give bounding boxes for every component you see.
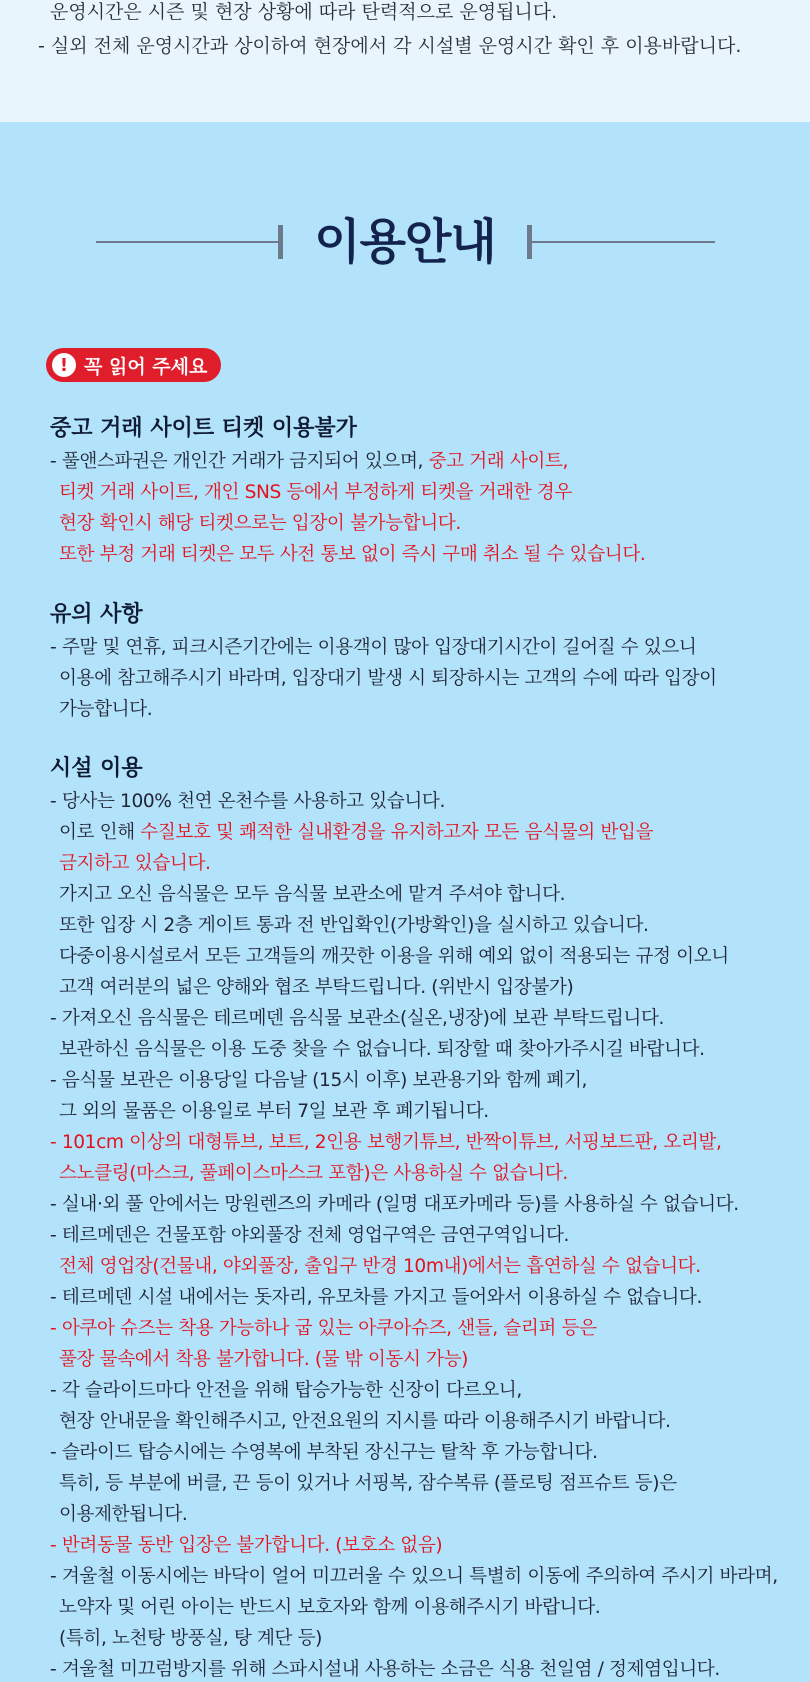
section-title-facility: 시설 이용 (50, 756, 143, 781)
facility-line-8: - 가져오신 음식물은 테르메덴 음식물 보관소(실온,냉장)에 보관 부탁드립니다. (50, 1008, 665, 1029)
facility-line-18: - 아쿠아 슈즈는 착용 가능하나 굽 있는 아쿠아슈즈, 샌들, 슬리퍼 등은 (50, 1318, 597, 1339)
facility-line-25: - 반려동물 동반 입장은 불가합니다. (보호소 없음) (50, 1535, 443, 1556)
facility-line-20: - 각 슬라이드마다 안전을 위해 탑승가능한 신장이 다르오니, (50, 1380, 522, 1401)
operating-hours-band (0, 0, 810, 122)
must-read-label: 꼭 읽어 주세요 (84, 355, 208, 378)
notice-line-1: - 주말 및 연휴, 피크시즌기간에는 이용객이 많아 입장대기시간이 길어질 수 있으니 (50, 637, 697, 658)
section-heading (0, 212, 810, 272)
facility-line-11: 그 외의 물품은 이용일로 부터 7일 보관 후 폐기됩니다. (59, 1101, 489, 1122)
resale-line-4: 또한 부정 거래 티켓은 모두 사전 통보 없이 즉시 구매 취소 될 수 있습니다. (59, 544, 646, 565)
heading-rule-right (531, 241, 715, 243)
resale-line-1-b: 중고 거래 사이트, (428, 451, 569, 472)
facility-line-3: 금지하고 있습니다. (59, 853, 211, 874)
facility-line-29: - 겨울철 미끄럼방지를 위해 스파시설내 사용하는 소금은 식용 천일염 / 정제염입니다. (50, 1659, 720, 1680)
facility-line-1: - 당사는 100% 천연 온천수를 사용하고 있습니다. (50, 791, 445, 812)
facility-line-12: - 101cm 이상의 대형튜브, 보트, 2인용 보행기튜브, 반짝이튜브, 서핑보드판, 오리발, (50, 1132, 722, 1153)
facility-line-2-a: 이로 인해 (59, 822, 141, 843)
facility-line-24: 이용제한됩니다. (59, 1504, 188, 1525)
resale-line-2: 티켓 거래 사이트, 개인 SNS 등에서 부정하게 티켓을 거래한 경우 (59, 482, 572, 503)
resale-line-1-a: - 풀앤스파권은 개인간 거래가 금지되어 있으며, (50, 451, 429, 472)
exclamation-icon: ! (52, 353, 76, 377)
resale-line-3: 현장 확인시 해당 티켓으로는 입장이 불가능합니다. (59, 513, 461, 534)
section-title-notice: 유의 사항 (50, 602, 143, 627)
operating-hours-note: 운영시간은 시즌 및 현장 상황에 따라 탄력적으로 운영됩니다. (50, 1, 558, 23)
section-title-resale: 중고 거래 사이트 티켓 이용불가 (50, 416, 357, 441)
facility-line-27: 노약자 및 어린 아이는 반드시 보호자와 함께 이용해주시기 바랍니다. (59, 1597, 601, 1618)
facility-line-5: 또한 입장 시 2층 게이트 통과 전 반입확인(가방확인)을 실시하고 있습니다. (59, 915, 649, 936)
facility-line-21: 현장 안내문을 확인해주시고, 안전요원의 지시를 따라 이용해주시기 바랍니다. (59, 1411, 671, 1432)
facility-line-28: (특히, 노천탕 방풍실, 탕 계단 등) (59, 1628, 323, 1649)
facility-line-17: - 테르메덴 시설 내에서는 돗자리, 유모차를 가지고 들어와서 이용하실 수 없습니다. (50, 1287, 702, 1308)
facility-line-10: - 음식물 보관은 이용당일 다음날 (15시 이후) 보관용기와 함께 폐기, (50, 1070, 588, 1091)
facility-line-22: - 슬라이드 탑승시에는 수영복에 부착된 장신구는 탈착 후 가능합니다. (50, 1442, 598, 1463)
facility-line-14: - 실내·외 풀 안에서는 망원렌즈의 카메라 (일명 대포카메라 등)를 사용하실 수 없습니다. (50, 1194, 739, 1215)
facility-line-23: 특히, 등 부분에 버클, 끈 등이 있거나 서핑복, 잠수복류 (플로팅 점프슈트 등)은 (59, 1473, 677, 1494)
facility-line-16: 전체 영업장(건물내, 야외풀장, 출입구 반경 10m내)에서는 흡연하실 수 없습니다. (59, 1256, 701, 1277)
facility-line-26: - 겨울철 이동시에는 바닥이 얼어 미끄러울 수 있으니 특별히 이동에 주의하여 주시기 바라며, (50, 1566, 778, 1587)
must-read-badge (46, 348, 221, 382)
operating-hours-note-2: - 실외 전체 운영시간과 상이하여 현장에서 각 시설별 운영시간 확인 후 이용바랍니다. (38, 35, 742, 57)
facility-line-2-b: 수질보호 및 쾌적한 실내환경을 유지하고자 모든 음식물의 반입을 (140, 822, 654, 843)
notice-line-3: 가능합니다. (59, 699, 153, 720)
facility-line-7: 고객 여러분의 넓은 양해와 협조 부탁드립니다. (위반시 입장불가) (59, 977, 574, 998)
facility-line-4: 가지고 오신 음식물은 모두 음식물 보관소에 맡겨 주셔야 합니다. (59, 884, 566, 905)
resale-line-1 (50, 450, 568, 474)
notice-line-2: 이용에 참고해주시기 바라며, 입장대기 발생 시 퇴장하시는 고객의 수에 따라 입장이 (59, 668, 717, 689)
facility-line-19: 풀장 물속에서 착용 불가합니다. (물 밖 이동시 가능) (59, 1349, 469, 1370)
facility-line-9: 보관하신 음식물은 이용 도중 찾을 수 없습니다. 퇴장할 때 찾아가주시길 바랍니다. (59, 1039, 705, 1060)
facility-line-15: - 테르메덴은 건물포함 야외풀장 전체 영업구역은 금연구역입니다. (50, 1225, 570, 1246)
facility-line-13: 스노클링(마스크, 풀페이스마스크 포함)은 사용하실 수 없습니다. (59, 1163, 568, 1184)
facility-line-6: 다중이용시설로서 모든 고객들의 깨끗한 이용을 위해 예외 없이 적용되는 규정 이오니 (59, 946, 729, 967)
page-title: 이용안내 (314, 214, 496, 270)
facility-line-2 (59, 821, 653, 845)
